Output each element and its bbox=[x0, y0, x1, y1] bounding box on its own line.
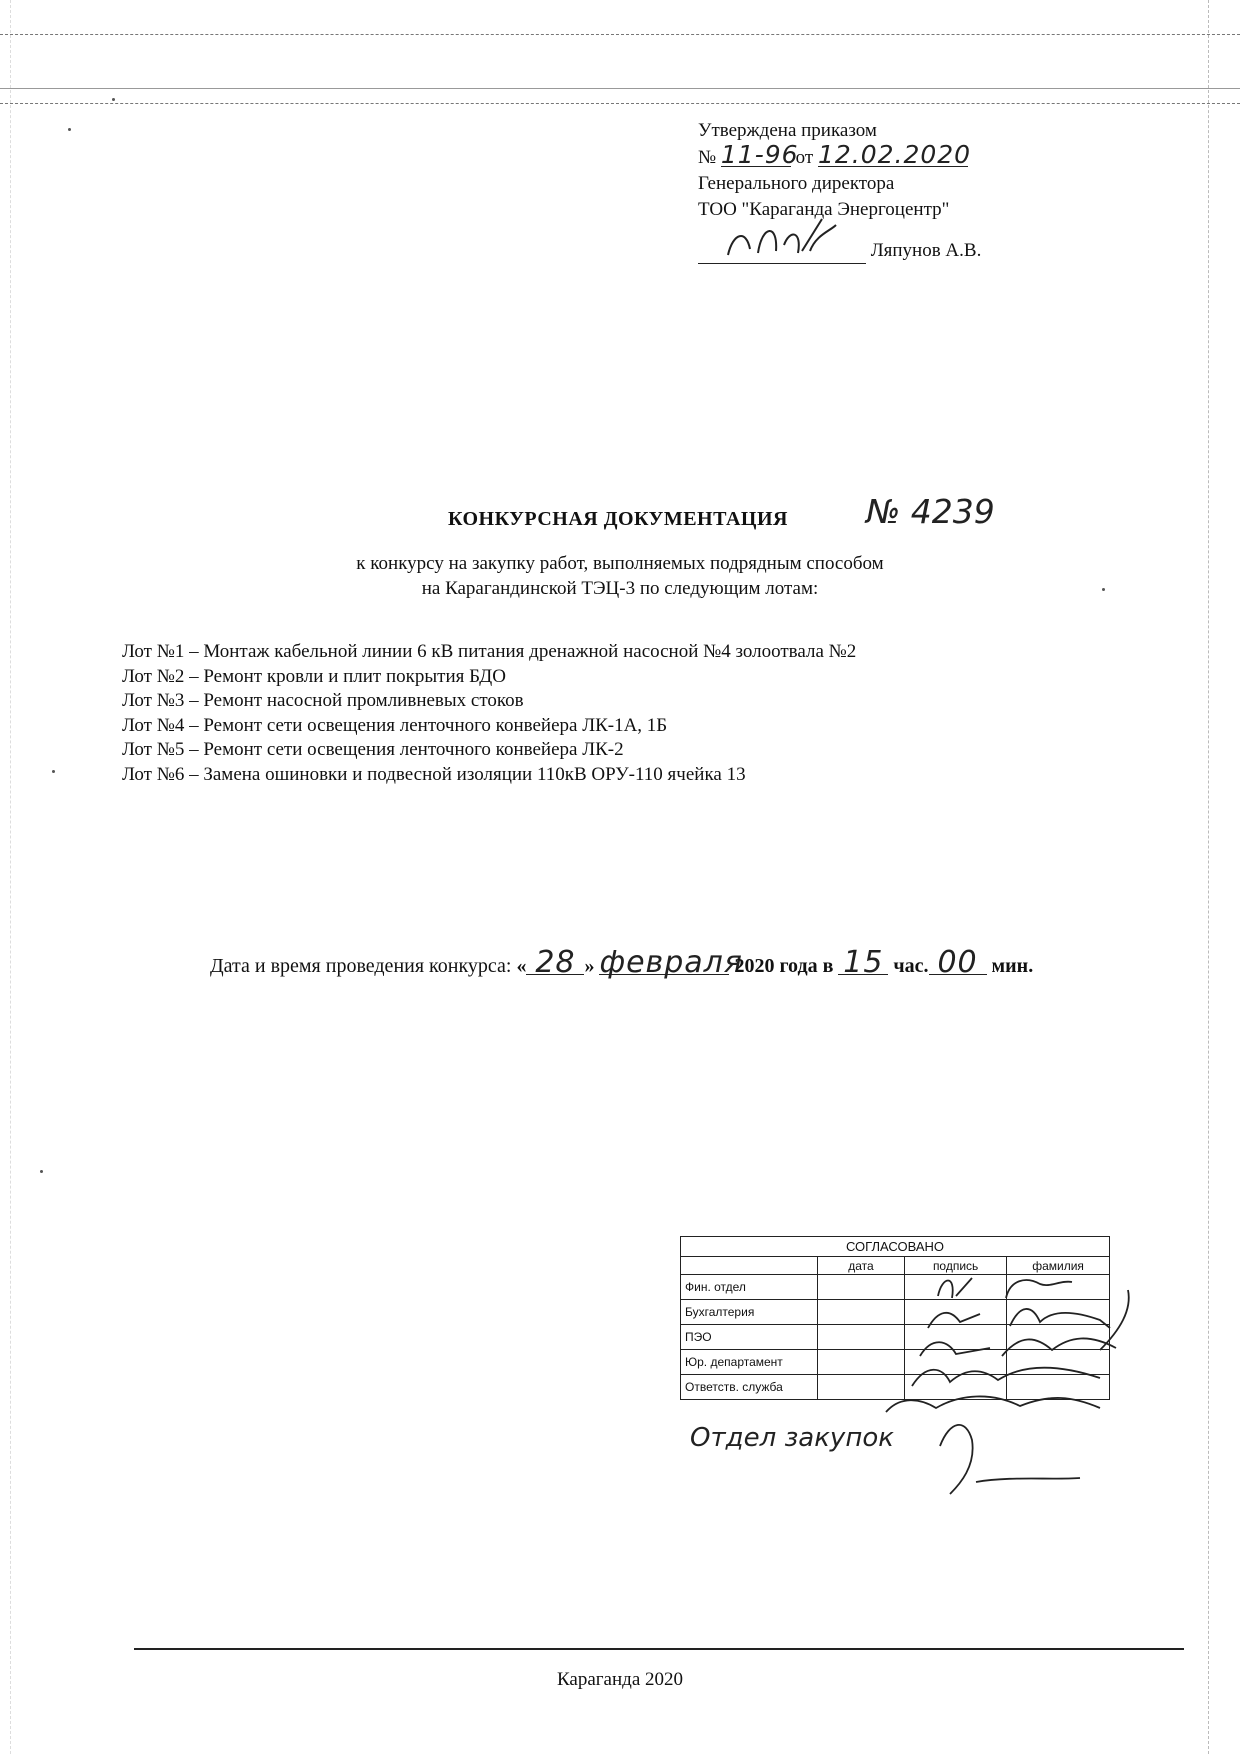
scan-artifact-line bbox=[0, 88, 1240, 89]
date-year: 2020 года в bbox=[734, 955, 834, 977]
approval-line-4: ТОО "Караганда Энергоцентр" bbox=[698, 199, 950, 220]
date-hour-unit: час. bbox=[893, 955, 929, 977]
scan-artifact-vline bbox=[1208, 0, 1209, 1754]
lot-item: Лот №5 – Ремонт сети освещения ленточного конвейера ЛК-2 bbox=[122, 739, 624, 761]
tender-date-line bbox=[210, 945, 1034, 980]
date-open-quote: « bbox=[516, 955, 527, 977]
lot-item: Лот №3 – Ремонт насосной промливневых стоков bbox=[122, 690, 524, 712]
agreement-dept-procurement: Отдел закупок bbox=[690, 1423, 894, 1453]
scan-artifact-line bbox=[0, 103, 1240, 104]
agreement-table-header: СОГЛАСОВАНО bbox=[681, 1237, 1110, 1257]
scan-speck bbox=[40, 1170, 43, 1173]
date-month: февраля bbox=[599, 945, 743, 980]
document-title: КОНКУРСНАЯ ДОКУМЕНТАЦИЯ bbox=[448, 508, 788, 530]
lots-list bbox=[122, 640, 856, 788]
scan-artifact-line bbox=[0, 34, 1240, 35]
order-date: 12.02.2020 bbox=[817, 140, 972, 169]
agreement-col-signature: подпись bbox=[905, 1257, 1007, 1275]
document-number: № 4239 bbox=[866, 492, 995, 531]
scan-artifact-vline bbox=[10, 0, 11, 1754]
date-minute: 00 bbox=[929, 952, 987, 975]
order-number: 11-96 bbox=[720, 140, 799, 169]
handwritten-signatures-icon bbox=[680, 1270, 1140, 1510]
subtitle-line-2: на Карагандинской ТЭЦ-3 по следующим лотам: bbox=[421, 578, 819, 599]
director-name: Ляпунов А.В. bbox=[870, 240, 982, 261]
approval-block bbox=[698, 118, 1118, 264]
agreement-col-name: фамилия bbox=[1007, 1257, 1110, 1275]
signature-scribble-icon bbox=[698, 215, 868, 263]
lot-item: Лот №4 – Ремонт сети освещения ленточного конвейера ЛК-1А, 1Б bbox=[122, 714, 668, 736]
approval-line-1: Утверждена приказом bbox=[698, 120, 877, 141]
lot-item: Лот №2 – Ремонт кровли и плит покрытия БДО bbox=[122, 665, 506, 687]
scan-speck bbox=[68, 128, 71, 131]
agreement-dept: Бухгалтерия bbox=[681, 1300, 818, 1325]
order-prefix: № bbox=[698, 147, 717, 168]
approval-line-3: Генерального директора bbox=[698, 173, 895, 194]
document-subtitle bbox=[240, 551, 1000, 601]
approval-order-line bbox=[698, 140, 1118, 171]
approval-signature-line bbox=[698, 229, 1118, 264]
scan-speck bbox=[1102, 588, 1105, 591]
lot-item: Лот №6 – Замена ошиновки и подвесной изоляции 110кВ ОРУ-110 ячейка 13 bbox=[122, 763, 746, 785]
director-signature bbox=[698, 229, 866, 264]
lot-item: Лот №1 – Монтаж кабельной линии 6 кВ питания дренажной насосной №4 золоотвала №2 bbox=[122, 641, 857, 662]
date-minute-unit: мин. bbox=[991, 955, 1034, 977]
subtitle-line-1: к конкурсу на закупку работ, выполняемых подрядным способом bbox=[356, 553, 884, 574]
order-from: от bbox=[795, 147, 814, 168]
date-label: Дата и время проведения конкурса: bbox=[210, 955, 512, 977]
date-close-quote: » bbox=[584, 955, 595, 977]
scan-speck bbox=[52, 770, 55, 773]
date-hour: 15 bbox=[838, 952, 888, 975]
agreement-dept: Юр. департамент bbox=[681, 1350, 818, 1375]
scan-speck bbox=[112, 98, 115, 101]
agreement-dept: Фин. отдел bbox=[681, 1275, 818, 1300]
footer-divider bbox=[134, 1648, 1184, 1650]
agreement-dept: ПЭО bbox=[681, 1325, 818, 1350]
date-day: 28 bbox=[526, 952, 584, 975]
footer-city-year: Караганда 2020 bbox=[556, 1669, 684, 1690]
agreement-dept: Ответств. служба bbox=[681, 1375, 818, 1400]
agreement-col-date: дата bbox=[817, 1257, 904, 1275]
